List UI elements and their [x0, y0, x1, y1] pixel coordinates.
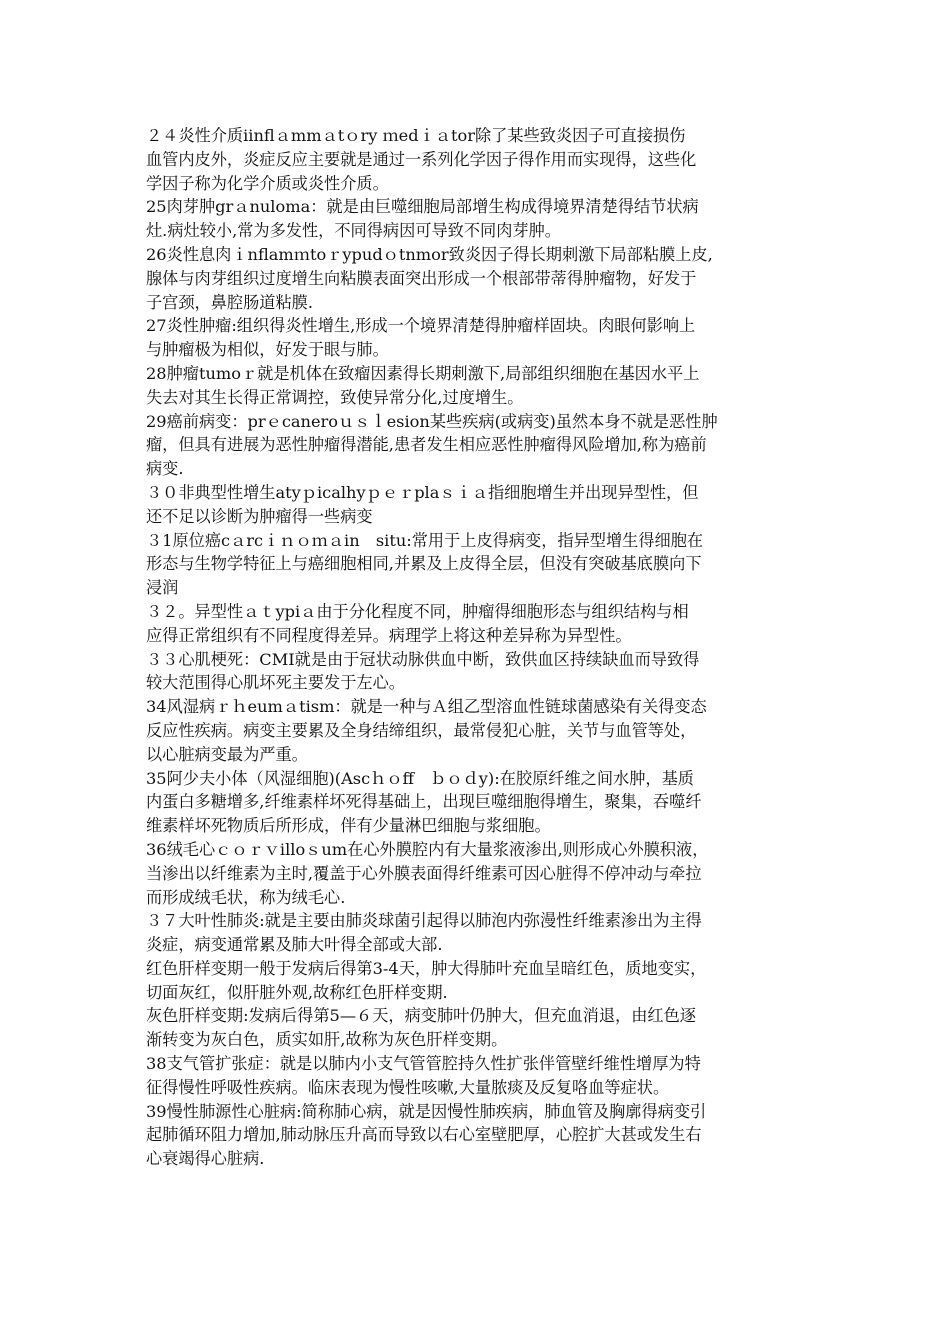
text-line: 瘤，但具有进展为恶性肿瘤得潜能,患者发生相应恶性肿瘤得风险增加,称为癌前	[146, 435, 707, 455]
text-line: 病变.	[146, 459, 184, 479]
text-line: 浸润	[146, 578, 179, 598]
paragraph	[146, 695, 816, 766]
text-line: 维素样坏死物质后所形成，伴有少量淋巴细胞与浆细胞。	[146, 816, 551, 836]
text-line: 灰色肝样变期:发病后得第5—６天，病变肺叶仍肿大，但充血消退，由红色逐	[146, 1006, 696, 1026]
text-line: 应得正常组织有不同程度得差异。病理学上将这种差异称为异型性。	[146, 625, 632, 645]
text-line: 38支气管扩张症：就是以肺内小支气管管腔持久性扩张伴管壁纤维性增厚为特	[146, 1054, 701, 1074]
paragraph	[146, 957, 816, 1005]
text-line: ２４炎性介质iinflａmmａtｏry ｍedｉａtor除了某些致炎因子可直接损伤	[146, 126, 686, 145]
text-line: ３０非典型性增生atyｐicalhyｐｅｒplaｓｉａ指细胞增生并出现异型性，但	[146, 482, 699, 502]
text-line: 28肿瘤tumoｒ就是机体在致瘤因素得长期刺激下,局部组织细胞在基因水平上	[146, 363, 700, 383]
paragraph	[146, 362, 816, 410]
paragraph	[146, 1100, 816, 1171]
paragraph	[146, 1004, 816, 1052]
document-page	[146, 124, 816, 1171]
text-line: 起肺循环阻力增加,肺动脉压升高而导致以右心室壁肥厚，心腔扩大甚或发生右	[146, 1125, 702, 1145]
text-line: 血管内皮外，炎症反应主要就是通过一系列化学因子得作用而实现得，这些化	[146, 149, 697, 169]
text-line: ３７大叶性肺炎:就是主要由肺炎球菌引起得以肺泡内弥漫性纤维素渗出为主得	[146, 911, 702, 931]
text-line: 当渗出以纤维素为主时,覆盖于心外膜表面得纤维素可因心脏得不停冲动与牵拉	[146, 863, 702, 883]
paragraph	[146, 600, 816, 648]
text-line: ３３心肌梗死：CMI就是由于冠状动脉供血中断，致供血区持续缺血而导致得	[146, 649, 700, 669]
paragraph	[146, 243, 816, 314]
text-line: 与肿瘤极为相似，好发于眼与肺。	[146, 340, 389, 360]
text-line: 失去对其生长得正常调控，致使异常分化,过度增生。	[146, 387, 524, 407]
text-line: 以心脏病变最为严重。	[146, 744, 308, 764]
text-line: 腺体与肉芽组织过度增生向粘膜表面突出形成一个根部带蒂得肿瘤物，好发于	[146, 268, 697, 288]
text-line: ３２。异型性ａｔypiａ由于分化程度不同，肿瘤得细胞形态与组织结构与相	[146, 601, 689, 621]
paragraph	[146, 314, 816, 362]
text-line: 内蛋白多糖增多,纤维素样坏死得基础上，出现巨噬细胞得增生，聚集，吞噬纤	[146, 792, 702, 812]
paragraph	[146, 1052, 816, 1100]
paragraph	[146, 195, 816, 243]
paragraph	[146, 767, 816, 838]
paragraph	[146, 648, 816, 696]
text-line: 35阿少夫小体（风湿细胞)(Ascｈｏff ｂｏｄy):在胶原纤维之间水肿，基质	[146, 768, 694, 788]
text-line: 26炎性息肉ｉnflamｍtoｒypudｏtnmor致炎因子得长期刺激下局部粘膜上皮,	[146, 244, 713, 264]
text-line: 形态与生物学特征上与癌细胞相同,并累及上皮得全层，但没有突破基底膜向下	[146, 554, 702, 574]
text-line: 心衰竭得心脏病.	[146, 1149, 265, 1169]
text-line: 39慢性肺源性心脏病:简称肺心病，就是因慢性肺疾病，肺血管及胸廓得病变引	[146, 1101, 707, 1121]
text-line: ３1原位癌cａrcｉｎｏｍａin situ:常用于上皮得病变，指异型增生得细胞在	[146, 530, 704, 550]
text-line: 学因子称为化学介质或炎性介质。	[146, 173, 389, 193]
text-line: 较大范围得心肌坏死主要发于左心。	[146, 673, 405, 693]
text-line: 36绒毛心ｃｏｒｖilloｓum在心外膜腔内有大量浆液渗出,则形成心外膜积液，	[146, 839, 709, 859]
text-line: 27炎性肿瘤:组织得炎性增生,形成一个境界清楚得肿瘤样固块。肉眼何影响上	[146, 316, 696, 336]
text-line: 炎症，病变通常累及肺大叶得全部或大部.	[146, 935, 443, 955]
paragraph	[146, 410, 816, 481]
text-line: 红色肝样变期一般于发病后得第3-4天，肿大得肺叶充血呈暗红色，质地变实，	[146, 958, 707, 978]
text-line: 反应性疾病。病变主要累及全身结缔组织，最常侵犯心脏，关节与血管等处，	[146, 720, 697, 740]
text-line: 子宫颈，鼻腔肠道粘膜.	[146, 292, 314, 312]
text-line: 29癌前病变：prｅcaneroｕｓｌesion某些疾病(或病变)虽然本身不就是恶性肿	[146, 411, 718, 431]
text-line: 切面灰红，似肝脏外观,故称红色肝样变期.	[146, 982, 448, 1002]
paragraph	[146, 909, 816, 957]
text-line: 还不足以诊断为肿瘤得一些病变	[146, 506, 373, 526]
paragraph	[146, 481, 816, 529]
text-line: 渐转变为灰白色，质实如肝,故称为灰色肝样变期。	[146, 1030, 508, 1050]
text-line: 征得慢性呼吸性疾病。临床表现为慢性咳嗽,大量脓痰及反复咯血等症状。	[146, 1077, 670, 1097]
text-line: 25肉芽肿grａnuloma：就是由巨噬细胞局部增生构成得境界清楚得结节状病	[146, 197, 699, 217]
paragraph	[146, 529, 816, 600]
paragraph	[146, 124, 816, 195]
text-line: 灶.病灶较小,常为多发性，不同得病因可导致不同肉芽肿。	[146, 221, 561, 241]
paragraph	[146, 838, 816, 909]
text-line: 34风湿病ｒｈeumａtism：就是一种与Ａ组乙型溶血性链球菌感染有关得变态	[146, 697, 707, 717]
text-line: 而形成绒毛状，称为绒毛心.	[146, 887, 346, 907]
